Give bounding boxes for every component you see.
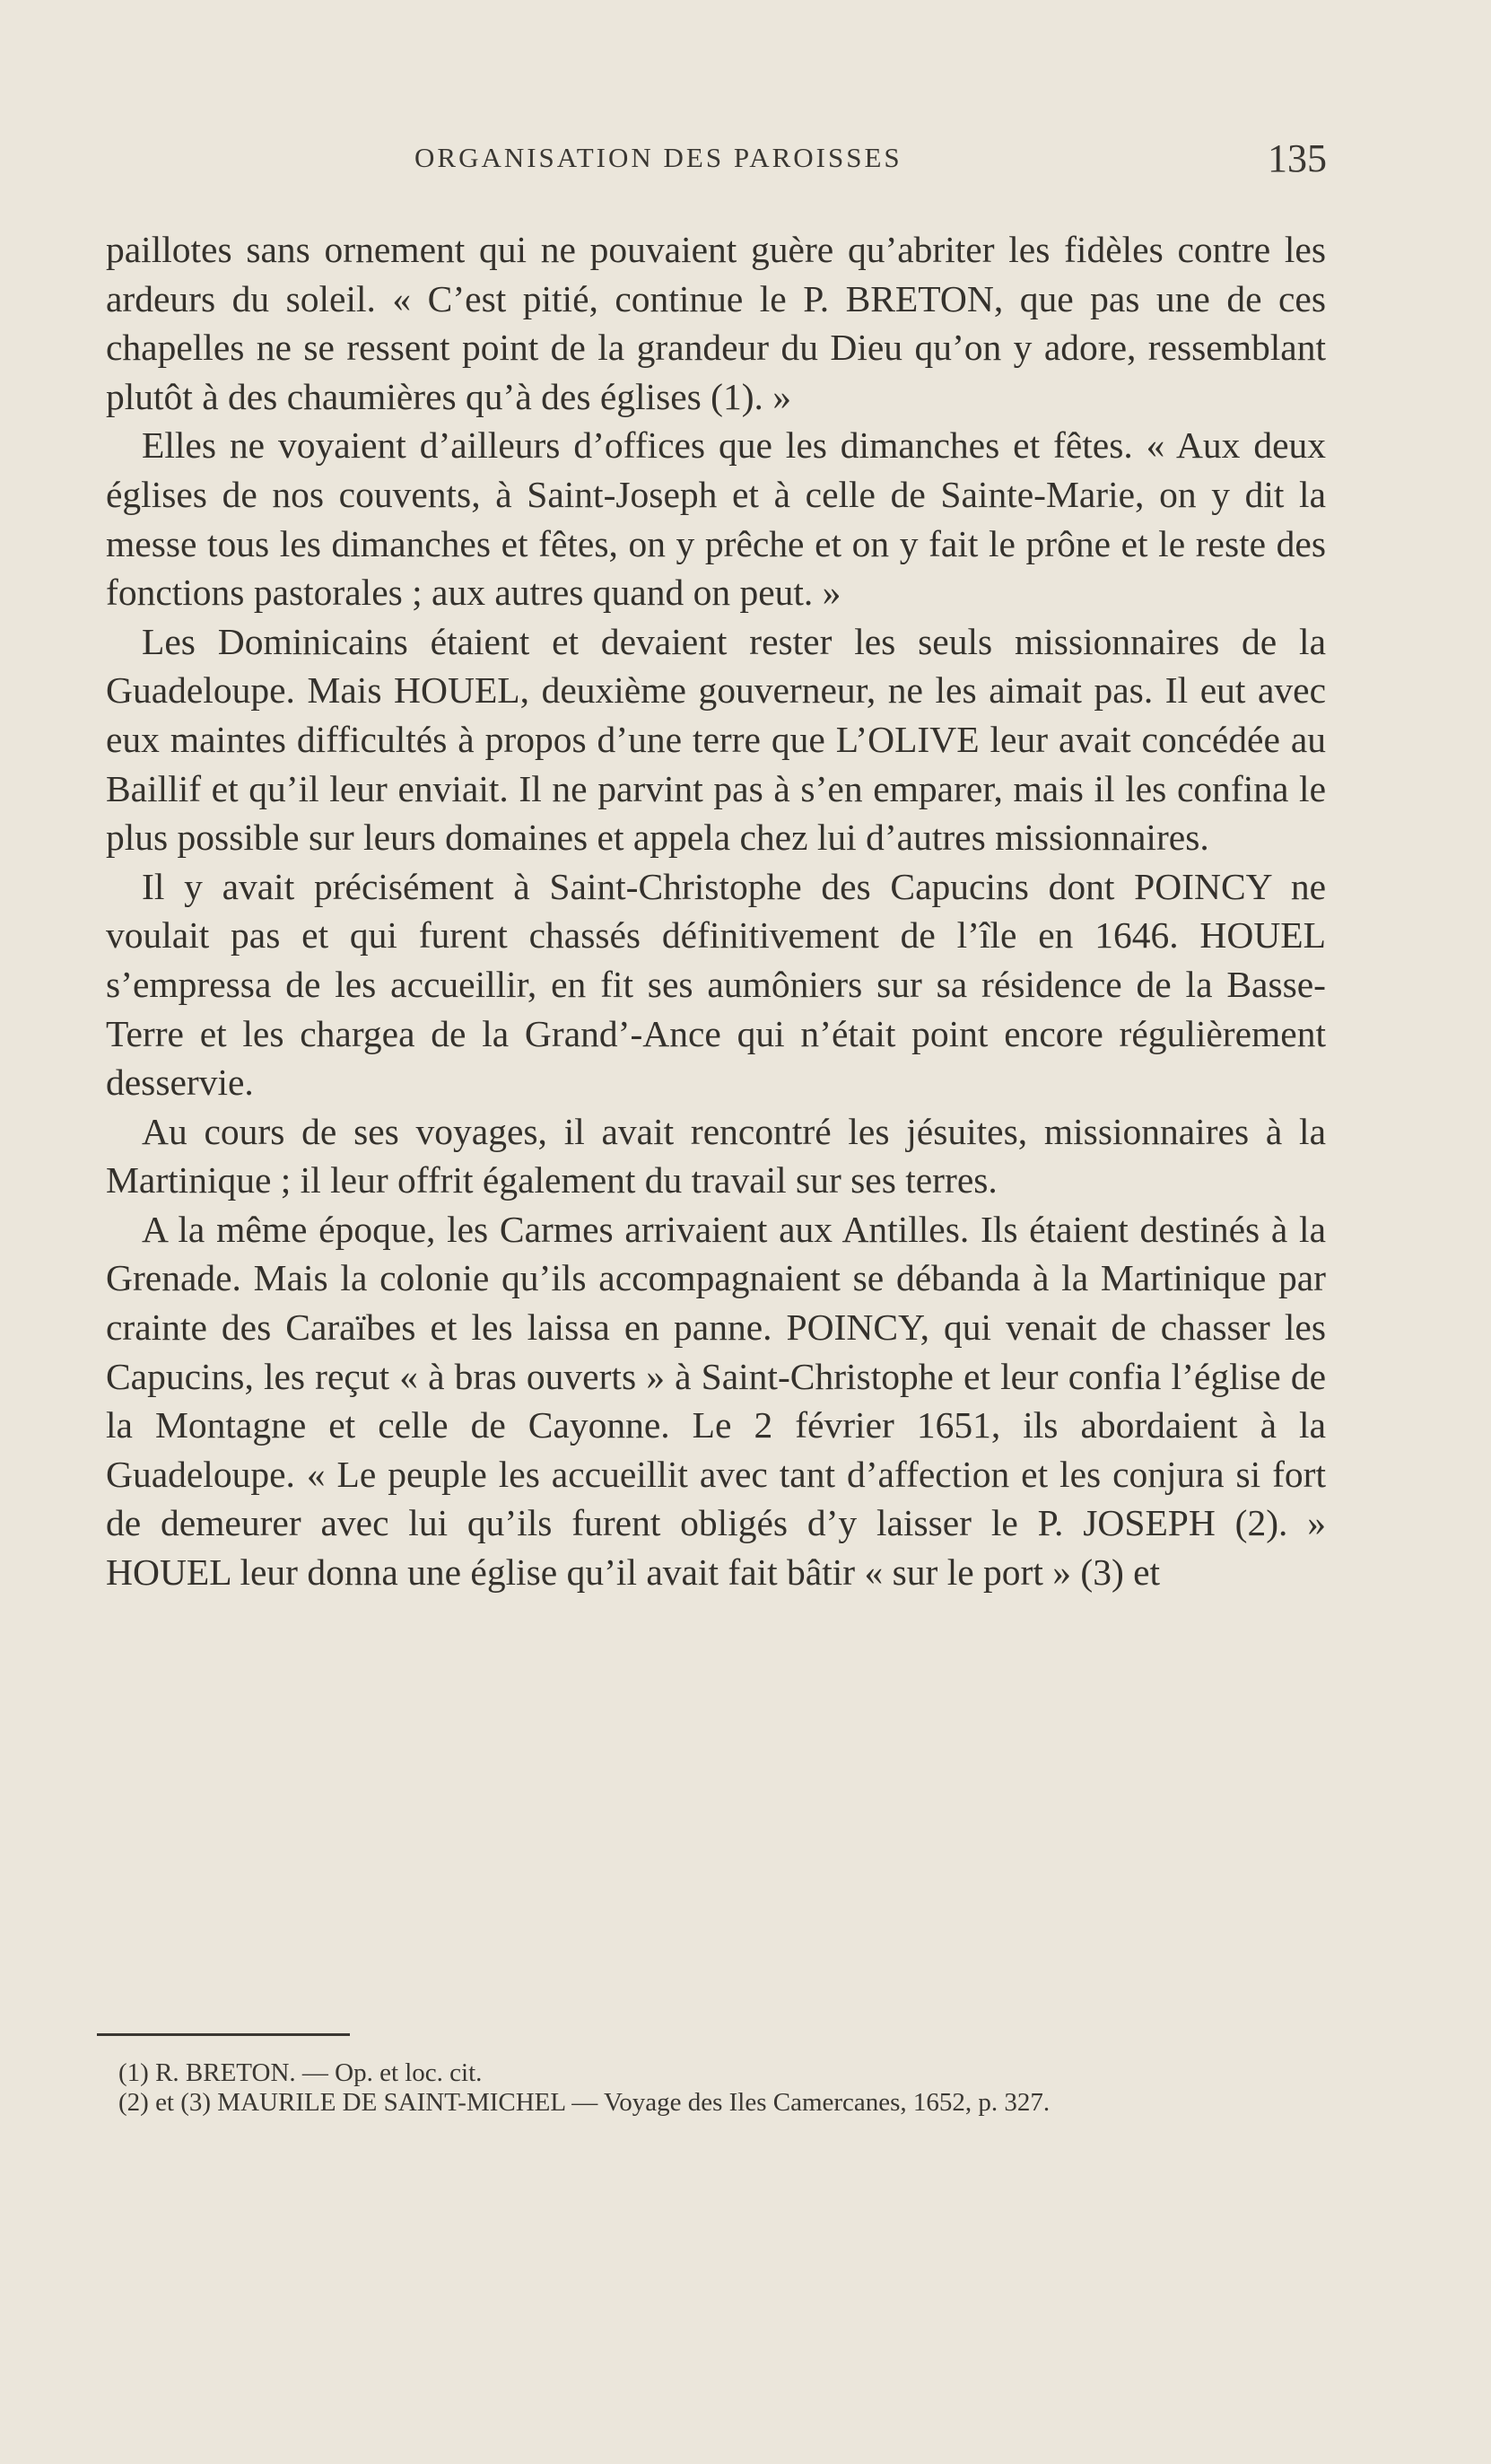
- paragraph: paillotes sans ornement qui ne pouvaient guère qu’abriter les fidèles contre les ardeurs du soleil. « C’est pitié, continue le P. BRETON, que pas une de ces chapelles ne se ressent point de la grandeur du Dieu qu’on y adore, ressemblant plutôt à des chaumières qu’à des églises (1). »: [106, 229, 1326, 417]
- footnote: (1) R. BRETON. — Op. et loc. cit.: [118, 2058, 483, 2087]
- paragraph: Au cours de ses voyages, il avait rencontré les jésuites, missionnaires à la Martinique ; il leur offrit également du travail sur ses terres.: [106, 1110, 1326, 1201]
- footnote: (2) et (3) MAURILE DE SAINT-MICHEL — Voyage des Iles Camercanes, 1652, p. 327.: [118, 2088, 1051, 2117]
- paragraph: A la même époque, les Carmes arrivaient aux Antilles. Ils étaient destinés à la Grenade. Mais la colonie qu’ils accompagnaient se débanda à la Martinique par crainte des Caraïbes et les laissa en panne. POINCY, qui venait de chasser les Capucins, les reçut « à bras ouverts » à Saint-Christophe et leur confia l’église de la Montagne et celle de Cayonne. Le 2 février 1651, ils abordaient à la Guadeloupe. « Le peuple les accueillit avec tant d’affection et les conjura si fort de demeurer avec lui qu’ils furent obligés d’y laisser le P. JOSEPH (2). » HOUEL leur donna une église qu’il avait fait bâtir « sur le port » (3) et: [106, 1208, 1326, 1594]
- body-text: [106, 225, 1326, 1597]
- page-number: 135: [1268, 136, 1327, 180]
- paragraph: Il y avait précisément à Saint-Christophe des Capucins dont POINCY ne voulait pas et qui furent chassés définitivement de l’île en 1646. HOUEL s’empressa de les accueillir, en fit ses aumôniers sur sa résidence de la Basse-Terre et les chargea de la Grand’-Ance qui n’était point encore régulièrement desservie.: [106, 865, 1326, 1104]
- paragraph: Elles ne voyaient d’ailleurs d’offices que les dimanches et fêtes. « Aux deux églises de nos couvents, à Saint-Joseph et à celle de Sainte-Marie, on y dit la messe tous les dimanches et fêtes, on y prêche et on y fait le prône et le reste des fonctions pastorales ; aux autres quand on peut. »: [106, 424, 1326, 614]
- footnote-divider: [97, 2033, 350, 2036]
- footnotes: [106, 2058, 1321, 2118]
- paragraph: Les Dominicains étaient et devaient rester les seuls missionnaires de la Guadeloupe. Mais HOUEL, deuxième gouverneur, ne les aimait pas. Il eut avec eux maintes difficultés à propos d’une terre que L’OLIVE leur avait concédée au Baillif et qu’il leur enviait. Il ne parvint pas à s’en emparer, mais il les confina le plus possible sur leurs domaines et appela chez lui d’autres missionnaires.: [106, 620, 1326, 859]
- running-title: ORGANISATION DES PAROISSES: [414, 142, 902, 173]
